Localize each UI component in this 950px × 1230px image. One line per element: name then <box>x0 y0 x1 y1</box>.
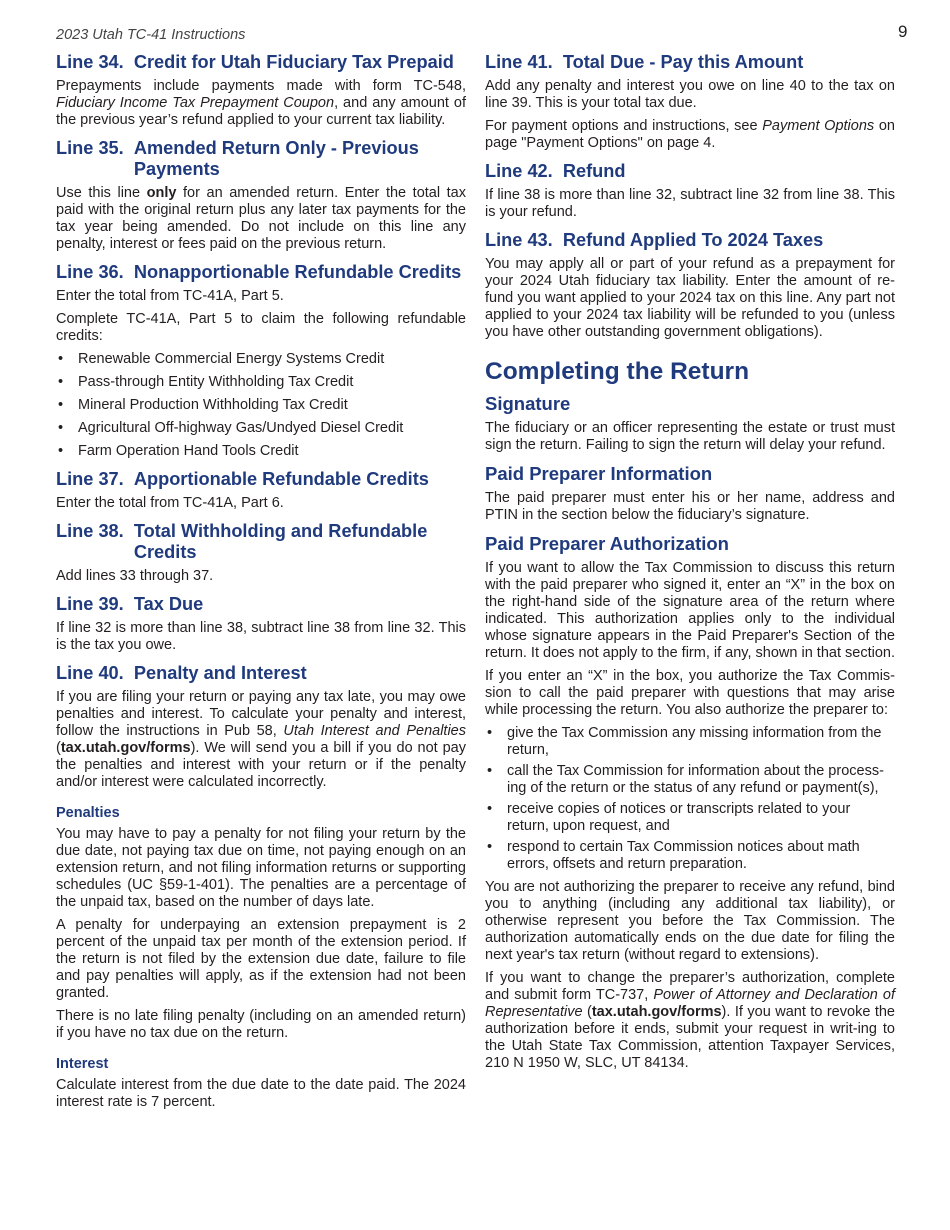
line-42-heading: Line 42. Refund <box>485 161 626 181</box>
signature-text: The fiduciary or an officer representing the estate or trust must sign the return. Failing to sign the return will delay your refund. <box>485 420 895 453</box>
left-column <box>56 52 466 1120</box>
paid-preparer-auth-heading: Paid Preparer Authorization <box>485 533 729 554</box>
paid-preparer-auth-text-3: You are not authorizing the preparer to receive any refund, bind you to anything (including any additional tax liability), or otherwise represent you before the Tax Commission. The authorization automatically ends on the due date for filing the next year's tax return (without regard to extensions). <box>485 879 895 963</box>
line-43-text: You may apply all or part of your refund as a prepayment for your 2024 Utah fiduciary tax liability. Enter the amount of re-fund you want applied to your 2024 tax on this line. Any part not applied to your 2024 tax liability will be refunded to you (unless you have other outstanding government obligations). <box>485 256 895 340</box>
line-38-heading: Line 38. Total Withholding and Refundable Credits <box>56 521 428 562</box>
line-43-heading: Line 43. Refund Applied To 2024 Taxes <box>485 230 824 250</box>
line-40-section <box>56 663 466 1111</box>
list-item: • Mineral Production Withholding Tax Credit <box>56 397 466 414</box>
paid-preparer-auth-text-2: If you enter an “X” in the box, you authorize the Tax Commis-sion to call the paid preparer with questions that may arise while processing the return. You also authorize the preparer to: <box>485 668 895 718</box>
paid-preparer-auth-text: If you want to allow the Tax Commission to discuss this return with the paid preparer who signed it, enter an “X” in the box on the right-hand side of the signature area of the return where indicated. This authorization applies only to the individual whose signature appears in the Paid Preparer's Section of the return. It does not apply to the firm, if any, shown in that section. <box>485 560 895 661</box>
signature-section <box>485 393 895 454</box>
penalties-text: You may have to pay a penalty for not filing your return by the due date, not paying tax due on time, not paying enough on an extension return, and not filing information returns or supporting schedules (UC §59-1-401). The penalties are a percentage of the unpaid tax, based on the number of days late. <box>56 826 466 910</box>
list-item: • receive copies of notices or transcripts related to your return, upon request, and <box>485 801 895 835</box>
line-41-heading: Line 41. Total Due - Pay this Amount <box>485 52 804 72</box>
line-43-section <box>485 230 895 341</box>
signature-heading: Signature <box>485 393 571 414</box>
list-item: • give the Tax Commission any missing information from the return, <box>485 725 895 759</box>
line-37-heading: Line 37. Apportionable Refundable Credits <box>56 469 429 489</box>
penalties-text-2: A penalty for underpaying an extension prepayment is 2 percent of the unpaid tax per month of the extension period. If the return is not filed by the extension due date, failure to file and pay penalties will apply, as if the extension had not been granted. <box>56 917 466 1001</box>
page-number: 9 <box>898 22 908 41</box>
list-item: • Farm Operation Hand Tools Credit <box>56 443 466 460</box>
paid-preparer-info-text: The paid preparer must enter his or her name, address and PTIN in the section below the fiduciary’s signature. <box>485 490 895 523</box>
line-36-text: Enter the total from TC-41A, Part 5. <box>56 288 284 304</box>
line-34-heading: Line 34. Credit for Utah Fiduciary Tax Prepaid <box>56 52 454 72</box>
line-34-section <box>56 52 466 129</box>
line-38-text: Add lines 33 through 37. <box>56 568 214 584</box>
line-41-text-2: For payment options and instructions, see Payment Options on page "Payment Options" on page 4. <box>485 118 895 151</box>
interest-text: Calculate interest from the due date to the date paid. The 2024 interest rate is 7 percent. <box>56 1077 466 1110</box>
paid-preparer-auth-text-4: If you want to change the preparer’s authorization, complete and submit form TC-737, Power of Attorney and Declaration of Representative (tax.utah.gov/forms). If you want to revoke the authorization before it ends, submit your request in writ-ing to the Utah State Tax Commission, attention Taxpayer Services, 210 N 1950 W, SLC, UT 84134. <box>485 970 895 1071</box>
line-41-section <box>485 52 895 152</box>
paid-preparer-auth-section <box>485 533 895 1072</box>
paid-preparer-info-heading: Paid Preparer Information <box>485 463 713 484</box>
line-39-heading: Line 39. Tax Due <box>56 594 204 614</box>
line-39-text: If line 32 is more than line 38, subtract line 38 from line 32. This is the tax you owe. <box>56 620 466 653</box>
line-42-section <box>485 161 895 221</box>
line-35-text: Use this line only for an amended return. Enter the total tax paid with the original return plus any later tax payments for the tax year being amended. Do not include on this line any penalty, interest or fees paid on the previous return. <box>56 185 466 252</box>
right-column <box>485 52 895 1081</box>
list-item: • Agricultural Off-highway Gas/Undyed Diesel Credit <box>56 420 466 437</box>
line-36-text-2: Complete TC-41A, Part 5 to claim the following refundable credits: <box>56 311 466 344</box>
penalties-subheading: Penalties <box>56 805 120 821</box>
line-35-section <box>56 138 466 253</box>
interest-subheading: Interest <box>56 1056 109 1072</box>
line-39-section <box>56 594 466 654</box>
line-35-heading: Line 35. Amended Return Only - Previous Payments <box>56 138 419 179</box>
paid-preparer-info-section <box>485 463 895 524</box>
line-36-section <box>56 262 466 460</box>
line-34-text: Prepayments include payments made with form TC-548, Fiduciary Income Tax Prepayment Coupon, and any amount of the previous year’s refund applied to your current tax liability. <box>56 78 466 128</box>
list-item: • Renewable Commercial Energy Systems Credit <box>56 351 466 368</box>
line-38-section <box>56 521 466 585</box>
line-41-text: Add any penalty and interest you owe on line 40 to the tax on line 39. This is your total tax due. <box>485 78 895 111</box>
list-item: • Pass-through Entity Withholding Tax Credit <box>56 374 466 391</box>
refundable-credits-list <box>56 351 466 460</box>
penalties-text-3: There is no late filing penalty (including on an amended return) if you have no tax due on the return. <box>56 1008 466 1041</box>
line-36-heading: Line 36. Nonapportionable Refundable Credits <box>56 262 462 282</box>
line-37-text: Enter the total from TC-41A, Part 6. <box>56 495 284 511</box>
list-item: • call the Tax Commission for information about the process-ing of the return or the status of any refund or payment(s), <box>485 763 895 797</box>
line-40-text: If you are filing your return or paying any tax late, you may owe penalties and interest. To calculate your penalty and interest, follow the instructions in Pub 58, Utah Interest and Penalties (tax.utah.gov/forms). We will send you a bill if you do not pay the penalties and interest with your return or if the penalty and/or interest were calculated incorrectly. <box>56 689 466 790</box>
line-37-section <box>56 469 466 512</box>
preparer-permissions-list <box>485 725 895 873</box>
line-42-text: If line 38 is more than line 32, subtract line 32 from line 38. This is your refund. <box>485 187 895 220</box>
list-item: • respond to certain Tax Commission notices about math errors, offsets and return preparation. <box>485 839 895 873</box>
line-40-heading: Line 40. Penalty and Interest <box>56 663 307 683</box>
running-header: 2023 Utah TC-41 Instructions <box>56 27 246 43</box>
completing-return-heading: Completing the Return <box>485 358 750 385</box>
